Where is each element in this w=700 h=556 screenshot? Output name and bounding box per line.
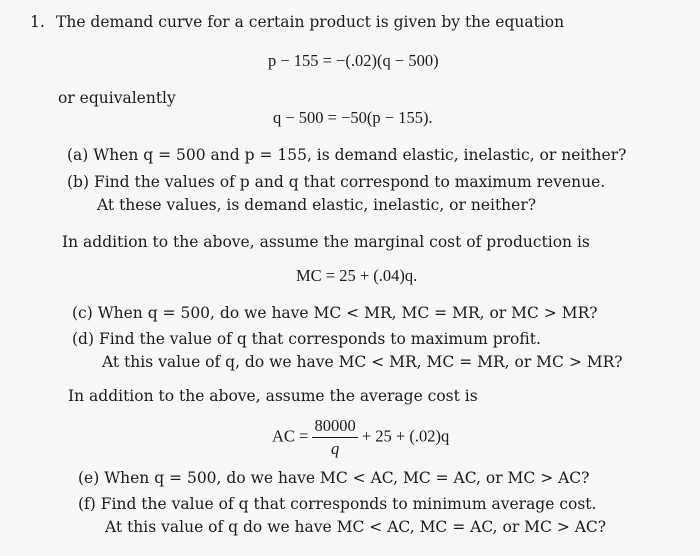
ac-intro: In addition to the above, assume the average cost is — [68, 387, 478, 405]
part-b-line1: (b) Find the values of p and q that correspond to maximum revenue. — [67, 173, 606, 191]
mc-equation: MC = 25 + (.04)q. — [296, 266, 418, 285]
ac-equation — [272, 416, 449, 459]
ac-numerator: 80000 — [312, 416, 357, 438]
part-b-line2: At these values, is demand elastic, inelastic, or neither? — [97, 196, 537, 214]
demand-equation: p − 155 = −(.02)(q − 500) — [268, 51, 439, 70]
demand-equation-alt: q − 500 = −50(p − 155). — [273, 108, 433, 127]
ac-fraction — [312, 416, 357, 459]
part-f-line1: (f) Find the value of q that corresponds to minimum average cost. — [78, 495, 597, 513]
ac-denominator: q — [330, 439, 340, 458]
problem-number: 1. — [30, 13, 45, 31]
ac-rhs: + 25 + (.02)q — [361, 426, 450, 446]
part-a: (a) When q = 500 and p = 155, is demand elastic, inelastic, or neither? — [67, 146, 627, 164]
part-c: (c) When q = 500, do we have MC < MR, MC = MR, or MC > MR? — [72, 304, 598, 322]
ac-lhs: AC = — [272, 426, 309, 446]
part-e: (e) When q = 500, do we have MC < AC, MC = AC, or MC > AC? — [78, 469, 590, 487]
problem-intro: The demand curve for a certain product is given by the equation — [56, 13, 565, 31]
or-equivalently-text: or equivalently — [58, 89, 176, 107]
mc-intro: In addition to the above, assume the marginal cost of production is — [62, 233, 590, 251]
part-d-line2: At this value of q, do we have MC < MR, MC = MR, or MC > MR? — [102, 353, 623, 371]
part-f-line2: At this value of q do we have MC < AC, MC = AC, or MC > AC? — [105, 518, 607, 536]
part-d-line1: (d) Find the value of q that corresponds to maximum profit. — [72, 330, 541, 348]
